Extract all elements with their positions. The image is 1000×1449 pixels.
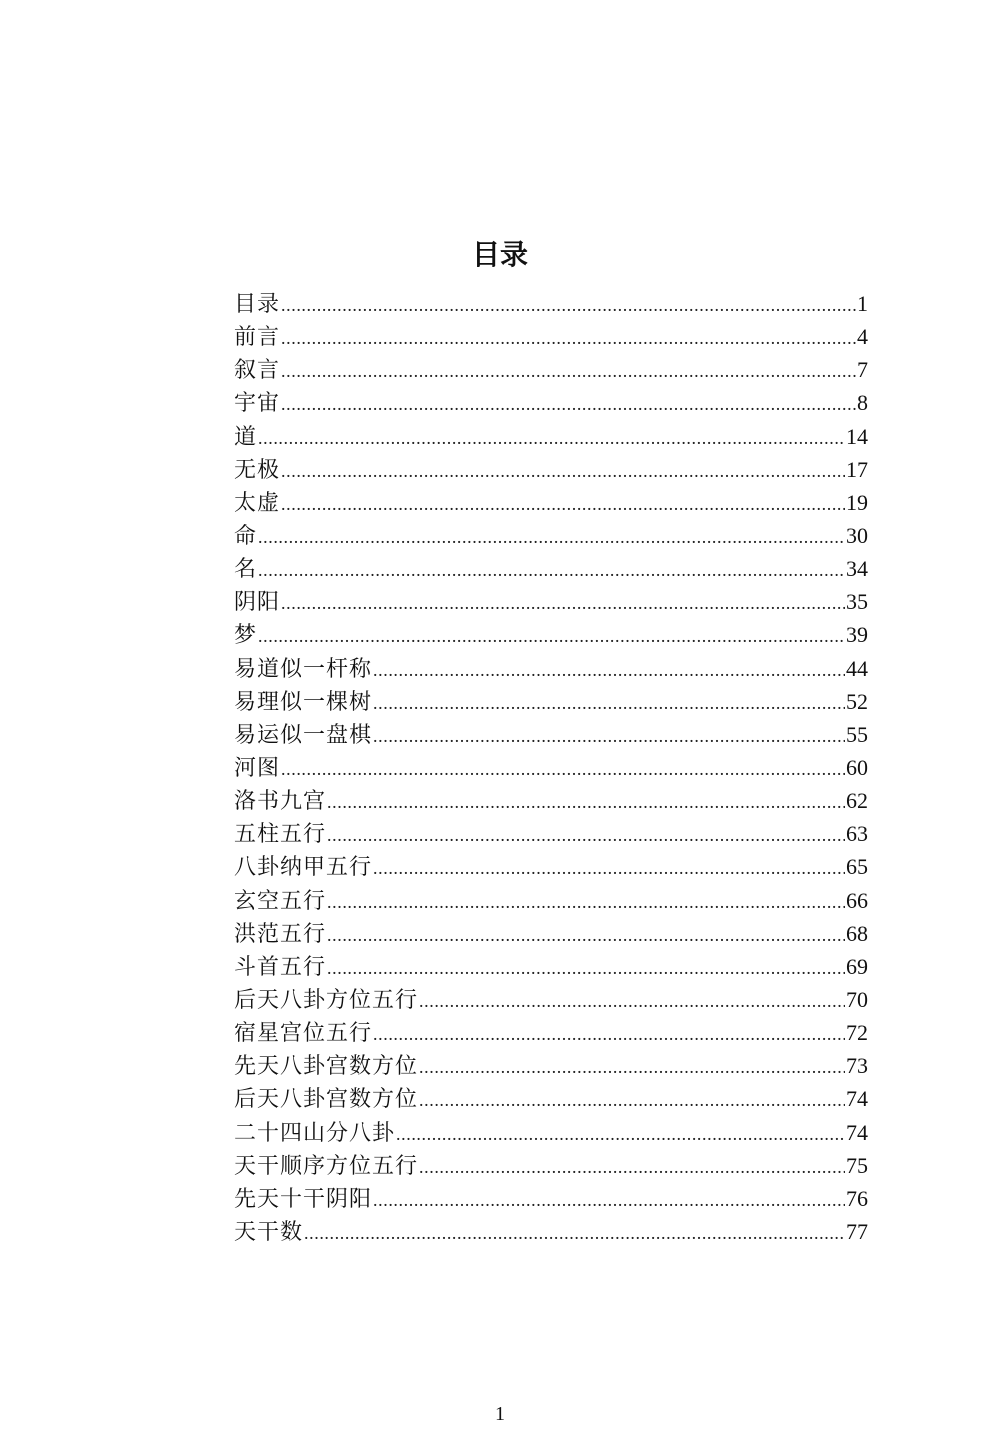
toc-entry-label: 梦 bbox=[234, 622, 258, 648]
dot-leader bbox=[373, 687, 845, 720]
dot-leader bbox=[281, 322, 856, 355]
dot-leader bbox=[373, 654, 845, 687]
dot-leader bbox=[281, 289, 856, 322]
dot-leader bbox=[281, 388, 856, 421]
dot-leader bbox=[419, 1051, 845, 1084]
toc-entry-label: 先天八卦宫数方位 bbox=[234, 1053, 419, 1079]
dot-leader bbox=[281, 587, 845, 620]
dot-leader bbox=[281, 753, 845, 786]
toc-entry-label: 宿星宫位五行 bbox=[234, 1020, 373, 1046]
toc-entry-label: 易运似一盘棋 bbox=[234, 721, 373, 747]
toc-entry-page: 68 bbox=[846, 920, 868, 946]
toc-entry[interactable] bbox=[234, 1182, 868, 1215]
toc-entry-label: 河图 bbox=[234, 754, 281, 780]
dot-leader bbox=[327, 786, 845, 819]
toc-entry[interactable] bbox=[234, 685, 868, 718]
toc-entry[interactable] bbox=[234, 353, 868, 386]
toc-entry[interactable] bbox=[234, 850, 868, 883]
toc-entry[interactable] bbox=[234, 420, 868, 453]
toc-entry-page: 39 bbox=[846, 622, 868, 648]
toc-entry-page: 70 bbox=[846, 986, 868, 1012]
toc-entry-label: 名 bbox=[234, 556, 258, 582]
toc-entry-page: 65 bbox=[846, 854, 868, 880]
toc-entry-label: 后天八卦宫数方位 bbox=[234, 1086, 419, 1112]
toc-entry-label: 太虚 bbox=[234, 489, 281, 515]
toc-entry-label: 道 bbox=[234, 423, 258, 449]
dot-leader bbox=[304, 1217, 845, 1250]
toc-entry[interactable] bbox=[234, 552, 868, 585]
toc-entry[interactable] bbox=[234, 1149, 868, 1182]
dot-leader bbox=[373, 852, 845, 885]
toc-entry-page: 66 bbox=[846, 887, 868, 913]
toc-entry[interactable] bbox=[234, 1049, 868, 1082]
dot-leader bbox=[373, 720, 845, 753]
dot-leader bbox=[327, 886, 845, 919]
toc-entry[interactable] bbox=[234, 1082, 868, 1115]
dot-leader bbox=[258, 620, 845, 653]
toc-entry-label: 目录 bbox=[234, 291, 281, 316]
toc-entry-page: 44 bbox=[846, 655, 868, 681]
toc-entry[interactable] bbox=[234, 1016, 868, 1049]
dot-leader bbox=[281, 355, 856, 388]
toc-entry-page: 75 bbox=[846, 1152, 868, 1178]
toc-entry-page: 4 bbox=[857, 324, 868, 350]
toc-entry[interactable] bbox=[234, 817, 868, 850]
toc-entry[interactable] bbox=[234, 486, 868, 519]
toc-entry-page: 30 bbox=[846, 522, 868, 548]
toc-entry[interactable] bbox=[234, 917, 868, 950]
toc-entry-label: 洪范五行 bbox=[234, 920, 327, 946]
dot-leader bbox=[373, 1018, 845, 1051]
toc-entry[interactable] bbox=[234, 618, 868, 651]
toc-entry-label: 天干顺序方位五行 bbox=[234, 1152, 419, 1178]
toc-entry[interactable] bbox=[234, 751, 868, 784]
toc-entry-label: 前言 bbox=[234, 324, 281, 350]
toc-entry[interactable] bbox=[234, 453, 868, 486]
toc-entry-page: 69 bbox=[846, 953, 868, 979]
toc-entry[interactable] bbox=[234, 784, 868, 817]
dot-leader bbox=[258, 521, 845, 554]
toc-entry-page: 74 bbox=[846, 1119, 868, 1145]
toc-entry[interactable] bbox=[234, 1215, 868, 1248]
toc-entry[interactable] bbox=[234, 386, 868, 419]
toc-entry[interactable] bbox=[234, 585, 868, 618]
dot-leader bbox=[373, 1184, 845, 1217]
dot-leader bbox=[327, 952, 845, 985]
toc-entry-label: 玄空五行 bbox=[234, 887, 327, 913]
toc-entry-page: 62 bbox=[846, 788, 868, 814]
toc-entry-label: 易理似一棵树 bbox=[234, 688, 373, 714]
toc-entry[interactable] bbox=[234, 320, 868, 353]
dot-leader bbox=[419, 1151, 845, 1184]
dot-leader bbox=[419, 1084, 845, 1117]
dot-leader bbox=[327, 819, 845, 852]
toc-entry[interactable] bbox=[234, 287, 868, 320]
toc-entry-page: 55 bbox=[846, 721, 868, 747]
toc-entry[interactable] bbox=[234, 950, 868, 983]
toc-entry[interactable] bbox=[234, 718, 868, 751]
dot-leader bbox=[396, 1118, 845, 1151]
toc-entry[interactable] bbox=[234, 652, 868, 685]
dot-leader bbox=[258, 422, 845, 455]
toc-entry-page: 17 bbox=[846, 456, 868, 482]
toc-entry-label: 先天十干阴阳 bbox=[234, 1185, 373, 1211]
toc-entry-label: 洛书九宫 bbox=[234, 788, 327, 814]
toc-entry-label: 命 bbox=[234, 522, 258, 548]
toc-entry-label: 无极 bbox=[234, 456, 281, 482]
toc-entry-page: 35 bbox=[846, 589, 868, 615]
toc-entry[interactable] bbox=[234, 1116, 868, 1149]
toc-entry-page: 1 bbox=[857, 291, 868, 316]
dot-leader bbox=[281, 488, 845, 521]
table-of-contents bbox=[234, 287, 868, 1248]
toc-entry-page: 52 bbox=[846, 688, 868, 714]
page-title: 目录 bbox=[471, 237, 528, 271]
toc-entry-label: 后天八卦方位五行 bbox=[234, 986, 419, 1012]
toc-entry[interactable] bbox=[234, 884, 868, 917]
toc-entry[interactable] bbox=[234, 983, 868, 1016]
toc-entry-page: 74 bbox=[846, 1086, 868, 1112]
toc-entry-label: 八卦纳甲五行 bbox=[234, 854, 373, 880]
toc-entry-page: 34 bbox=[846, 556, 868, 582]
toc-entry-label: 叙言 bbox=[234, 357, 281, 383]
toc-entry-page: 60 bbox=[846, 754, 868, 780]
toc-entry[interactable] bbox=[234, 519, 868, 552]
toc-entry-page: 77 bbox=[846, 1218, 868, 1244]
toc-entry-page: 76 bbox=[846, 1185, 868, 1211]
toc-entry-page: 8 bbox=[857, 390, 868, 416]
toc-entry-label: 阴阳 bbox=[234, 589, 281, 615]
toc-entry-label: 天干数 bbox=[234, 1218, 304, 1244]
dot-leader bbox=[419, 985, 845, 1018]
toc-entry-label: 宇宙 bbox=[234, 390, 281, 416]
toc-entry-page: 72 bbox=[846, 1020, 868, 1046]
toc-entry-label: 斗首五行 bbox=[234, 953, 327, 979]
dot-leader bbox=[327, 919, 845, 952]
toc-entry-page: 7 bbox=[857, 357, 868, 383]
toc-entry-label: 易道似一杆称 bbox=[234, 655, 373, 681]
page-number: 1 bbox=[495, 1403, 505, 1425]
toc-entry-page: 63 bbox=[846, 821, 868, 847]
toc-entry-page: 14 bbox=[846, 423, 868, 449]
dot-leader bbox=[258, 554, 845, 587]
toc-entry-label: 五柱五行 bbox=[234, 821, 327, 847]
dot-leader bbox=[281, 455, 845, 488]
toc-entry-page: 73 bbox=[846, 1053, 868, 1079]
toc-entry-label: 二十四山分八卦 bbox=[234, 1119, 396, 1145]
toc-entry-page: 19 bbox=[846, 489, 868, 515]
